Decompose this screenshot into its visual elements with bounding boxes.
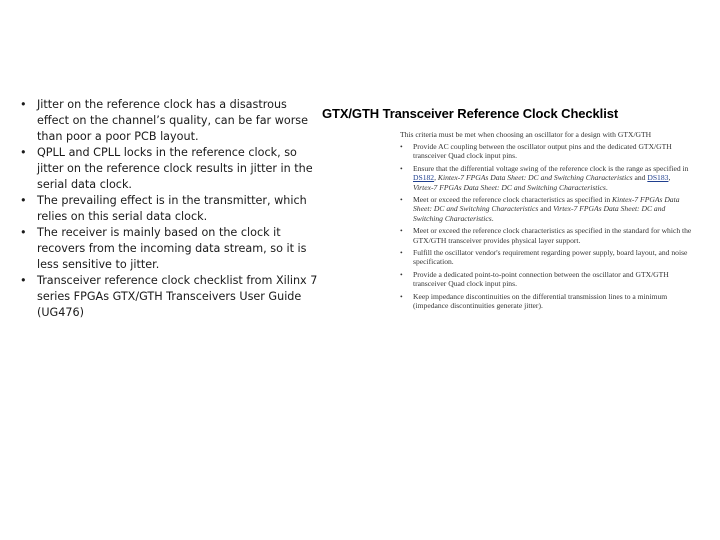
checklist-item-text: and [538, 204, 554, 214]
checklist-item-text: Provide a dedicated point-to-point connection between the oscillator and GTX/GTH transceiver Quad clock input pins. [413, 269, 669, 289]
checklist-figure [322, 106, 702, 314]
checklist-item-text: , [668, 173, 671, 183]
doc-title: Kintex-7 FPGAs Data Sheet: DC and Switching Characteristics [413, 195, 680, 214]
checklist-item-text: Ensure that the differential voltage swing of the reference clock is the range as specified in [413, 163, 689, 173]
bullet-item [18, 273, 318, 321]
checklist-item-text: Meet or exceed the reference clock characteristics as specified in the standard for which the GTX/GTH transceiver provides physical layer support. [413, 226, 692, 245]
bullet-item [18, 97, 318, 145]
checklist-title: GTX/GTH Transceiver Reference Clock Checklist [322, 106, 619, 121]
ds183-link[interactable]: DS183 [647, 173, 669, 183]
doc-title: Virtex-7 FPGAs Data Sheet: DC and Switching Characteristics [413, 182, 606, 192]
doc-title: Kintex-7 FPGAs Data Sheet: DC and Switching Characteristics [437, 173, 633, 183]
checklist-item [400, 248, 692, 267]
bullet-item [18, 145, 318, 193]
checklist-item-text: Provide AC coupling between the oscillator output pins and the dedicated GTX/GTH transceiver Quad clock input pins. [413, 142, 672, 161]
checklist-item-text: . [605, 182, 608, 192]
checklist-item [400, 226, 692, 245]
checklist-item-text: Keep impedance discontinuities on the differential transmission lines to a minimum (impedance discontinuities generate jitter). [413, 291, 668, 311]
bullet-text: QPLL and CPLL locks in the reference clock, so jitter on the reference clock results in jitter in the serial data clock. [37, 146, 313, 191]
checklist-item-text: Meet or exceed the reference clock characteristics as specified in [413, 195, 613, 205]
checklist-item [400, 164, 692, 192]
bullet-item [18, 225, 318, 273]
bullet-item [18, 193, 318, 225]
bullet-text: The prevailing effect is in the transmitter, which relies on this serial data clock. [37, 194, 307, 223]
ds182-link[interactable]: DS182 [413, 173, 435, 183]
checklist-items [400, 142, 692, 311]
checklist-item-text: and [632, 173, 648, 183]
checklist-item [400, 195, 692, 223]
checklist-intro: This criteria must be met when choosing an oscillator for a design with GTX/GTH [400, 130, 652, 139]
checklist-item [400, 270, 692, 289]
slide-bullet-list [18, 97, 318, 321]
checklist-item-text: . [491, 213, 494, 223]
checklist-item [400, 292, 692, 311]
bullet-text: The receiver is mainly based on the clock it recovers from the incoming data stream, so it is less sensitive to jitter. [37, 226, 307, 271]
bullet-text: Transceiver reference clock checklist from Xilinx 7 series FPGAs GTX/GTH Transceivers User Guide (UG476) [37, 274, 318, 319]
checklist-item-text: Fulfill the oscillator vendor's requirement regarding power supply, board layout, and noise specification. [413, 248, 688, 267]
checklist-item-text: , [434, 173, 438, 183]
checklist-item [400, 142, 692, 161]
doc-title: Virtex-7 FPGAs Data Sheet: DC and Switching Characteristics [413, 204, 666, 223]
bullet-text: Jitter on the reference clock has a disastrous effect on the channel’s quality, can be far worse than poor a poor PCB layout. [37, 98, 309, 143]
